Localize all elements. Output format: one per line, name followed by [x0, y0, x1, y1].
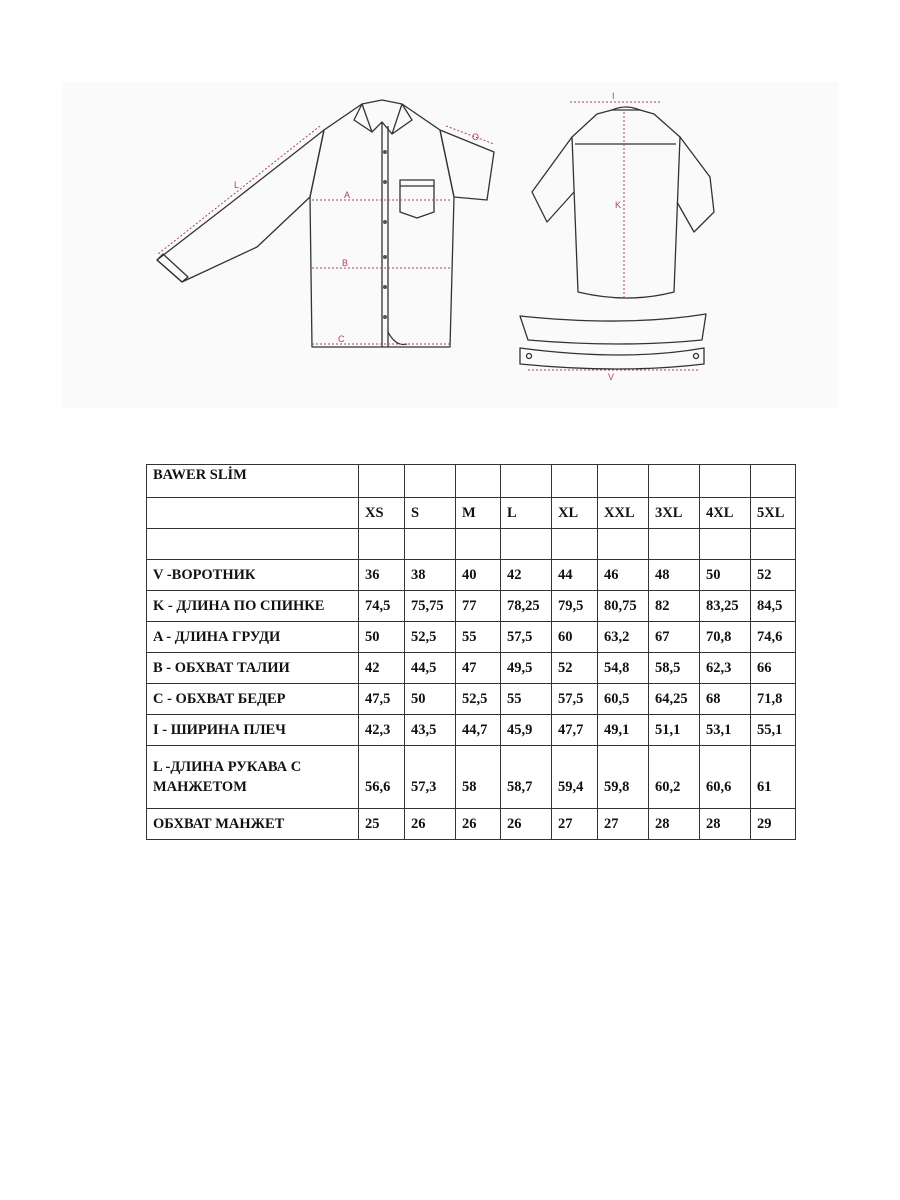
cell-value: 60	[552, 622, 598, 653]
collar-drawing	[520, 314, 706, 369]
empty-row	[147, 529, 796, 560]
cell-value: 67	[649, 622, 700, 653]
cell-value: 55	[456, 622, 501, 653]
cell-value: 71,8	[751, 684, 796, 715]
cell-value: 74,5	[359, 591, 405, 622]
cell-value: 47	[456, 653, 501, 684]
cell-value: 47,7	[552, 715, 598, 746]
cell-value: 58	[456, 746, 501, 809]
cell-value: 44	[552, 560, 598, 591]
cell-value: 27	[598, 809, 649, 840]
table-row	[147, 560, 796, 591]
cell-value: 82	[649, 591, 700, 622]
table-row	[147, 684, 796, 715]
size-header: S	[405, 498, 456, 529]
cell-value: 50	[405, 684, 456, 715]
cell-value: 55	[501, 684, 552, 715]
size-header: M	[456, 498, 501, 529]
front-shirt-drawing	[157, 100, 494, 347]
cell-value: 68	[700, 684, 751, 715]
cell-value: 49,1	[598, 715, 649, 746]
size-header: L	[501, 498, 552, 529]
size-header: XXL	[598, 498, 649, 529]
size-header: 5XL	[751, 498, 796, 529]
cell-value: 48	[649, 560, 700, 591]
cell-value: 78,25	[501, 591, 552, 622]
cell-value: 26	[501, 809, 552, 840]
row-label: I - ШИРИНА ПЛЕЧ	[147, 715, 359, 746]
cell-value: 52	[751, 560, 796, 591]
cell-value: 54,8	[598, 653, 649, 684]
cell-value: 61	[751, 746, 796, 809]
cell-value: 80,75	[598, 591, 649, 622]
table-row	[147, 591, 796, 622]
cell-value: 57,5	[501, 622, 552, 653]
table-row	[147, 746, 796, 809]
cell-value: 58,5	[649, 653, 700, 684]
cell-value: 46	[598, 560, 649, 591]
cell-value: 42,3	[359, 715, 405, 746]
table-title: BAWER SLİM	[147, 465, 359, 498]
label-L: L	[234, 180, 240, 190]
label-A: A	[344, 190, 351, 200]
cell-value: 36	[359, 560, 405, 591]
table-row	[147, 622, 796, 653]
cell-value: 75,75	[405, 591, 456, 622]
cell-value: 59,4	[552, 746, 598, 809]
row-label: C - ОБХВАТ БЕДЕР	[147, 684, 359, 715]
cell-value: 64,25	[649, 684, 700, 715]
table-row	[147, 809, 796, 840]
size-chart-table	[146, 464, 796, 840]
cell-value: 52,5	[456, 684, 501, 715]
label-V: V	[608, 372, 615, 382]
label-B: B	[342, 258, 349, 268]
cell-value: 52,5	[405, 622, 456, 653]
row-label	[147, 746, 359, 809]
row-label: ОБХВАТ МАНЖЕТ	[147, 809, 359, 840]
cell-value: 53,1	[700, 715, 751, 746]
cell-value: 38	[405, 560, 456, 591]
cell-value: 60,6	[700, 746, 751, 809]
cell-value: 28	[700, 809, 751, 840]
cell-value: 40	[456, 560, 501, 591]
cell-value: 26	[456, 809, 501, 840]
label-K: K	[615, 200, 622, 210]
cell-value: 42	[359, 653, 405, 684]
row-label: B - ОБХВАТ ТАЛИИ	[147, 653, 359, 684]
cell-value: 25	[359, 809, 405, 840]
size-header: XS	[359, 498, 405, 529]
cell-value: 45,9	[501, 715, 552, 746]
size-header: 3XL	[649, 498, 700, 529]
cell-value: 51,1	[649, 715, 700, 746]
size-header: 4XL	[700, 498, 751, 529]
row-label: A - ДЛИНА ГРУДИ	[147, 622, 359, 653]
row-label: K - ДЛИНА ПО СПИНКЕ	[147, 591, 359, 622]
cell-value: 66	[751, 653, 796, 684]
label-O: O	[472, 132, 480, 142]
shirt-measurement-diagram	[62, 82, 838, 408]
cell-value: 59,8	[598, 746, 649, 809]
cell-value: 50	[359, 622, 405, 653]
dimension-labels	[234, 91, 621, 382]
cell-value: 58,7	[501, 746, 552, 809]
table-title-row	[147, 465, 796, 498]
row-label-line1: L -ДЛИНА РУКАВА С	[153, 759, 302, 775]
size-header: XL	[552, 498, 598, 529]
dimension-lines	[158, 102, 698, 370]
back-shirt-drawing	[532, 107, 714, 298]
cell-value: 43,5	[405, 715, 456, 746]
cell-value: 29	[751, 809, 796, 840]
cell-value: 47,5	[359, 684, 405, 715]
cell-value: 52	[552, 653, 598, 684]
cell-value: 44,7	[456, 715, 501, 746]
cell-value: 79,5	[552, 591, 598, 622]
cell-value: 42	[501, 560, 552, 591]
cell-value: 27	[552, 809, 598, 840]
size-header-row	[147, 498, 796, 529]
table-row	[147, 653, 796, 684]
label-C: C	[338, 334, 345, 344]
cell-value: 49,5	[501, 653, 552, 684]
table-row	[147, 715, 796, 746]
cell-value: 57,3	[405, 746, 456, 809]
cell-value: 60,2	[649, 746, 700, 809]
shirt-drawings	[62, 82, 838, 408]
cell-value: 83,25	[700, 591, 751, 622]
cell-value: 57,5	[552, 684, 598, 715]
cell-value: 28	[649, 809, 700, 840]
row-label-line2: МАНЖЕТОМ	[153, 779, 247, 795]
cell-value: 74,6	[751, 622, 796, 653]
cell-value: 55,1	[751, 715, 796, 746]
cell-value: 60,5	[598, 684, 649, 715]
cell-value: 56,6	[359, 746, 405, 809]
cell-value: 44,5	[405, 653, 456, 684]
row-label: V -ВОРОТНИК	[147, 560, 359, 591]
cell-value: 70,8	[700, 622, 751, 653]
cell-value: 26	[405, 809, 456, 840]
cell-value: 84,5	[751, 591, 796, 622]
cell-value: 77	[456, 591, 501, 622]
cell-value: 63,2	[598, 622, 649, 653]
cell-value: 50	[700, 560, 751, 591]
label-I: I	[612, 91, 615, 101]
cell-value: 62,3	[700, 653, 751, 684]
